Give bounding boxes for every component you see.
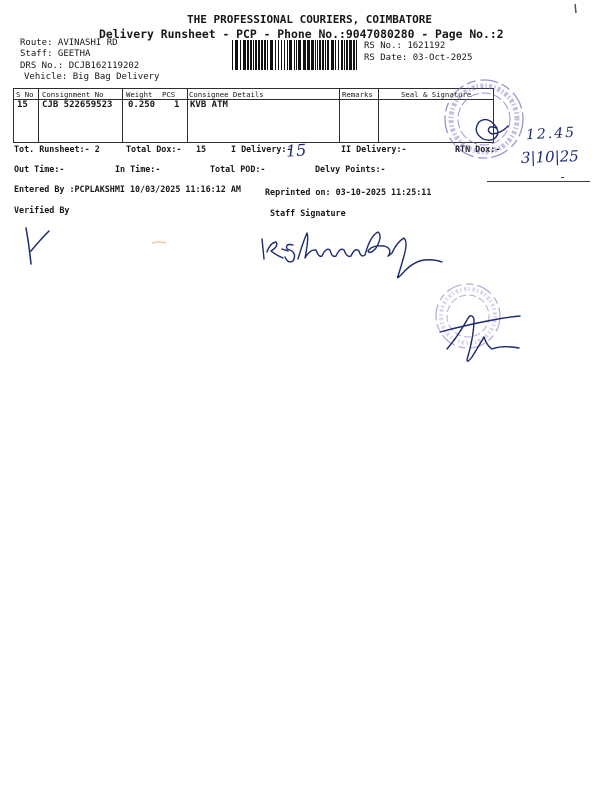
barcode-bar xyxy=(240,40,241,70)
barcode-bar xyxy=(331,40,334,70)
rs-number: RS No.: 1621192 xyxy=(364,41,446,52)
barcode-bar xyxy=(346,40,348,70)
barcode-bar xyxy=(341,40,343,70)
drs-number: DRS No.: DCJB162119202 xyxy=(20,60,140,71)
barcode-bar xyxy=(294,40,295,70)
table-header-row xyxy=(14,89,493,99)
col-header-s-no: S No xyxy=(16,89,34,99)
total-dox-label: Total Dox:- xyxy=(126,144,182,154)
barcode-bar xyxy=(303,40,306,70)
barcode-bar xyxy=(344,40,345,70)
total-runsheet-value: 2 xyxy=(94,144,100,154)
barcode-bar xyxy=(338,40,339,70)
ii-delivery-label: II Delivery:- xyxy=(341,144,407,154)
barcode-bar xyxy=(255,40,257,70)
barcode xyxy=(232,40,358,70)
barcode-bar xyxy=(235,40,238,70)
barcode-bar xyxy=(296,40,297,70)
barcode-bar xyxy=(356,40,357,70)
col-header-remarks: Remarks xyxy=(342,89,373,99)
staff: Staff: GEETHA xyxy=(20,49,91,60)
barcode-bar xyxy=(278,40,279,70)
verified-by-label: Verified By xyxy=(14,204,70,215)
staff-signature xyxy=(262,232,442,278)
barcode-bar xyxy=(311,40,314,70)
col-header-consignee: Consignee Details xyxy=(189,89,264,99)
barcode-bar xyxy=(322,40,324,70)
signature-line xyxy=(487,181,590,182)
barcode-bar xyxy=(281,40,282,70)
barcode-bar xyxy=(264,40,266,70)
cell-weight: 0.250 xyxy=(128,99,156,110)
cell-consignee: KVB ATM xyxy=(190,99,228,110)
handwritten-i-delivery: 15 xyxy=(285,140,307,161)
i-delivery-label: I Delivery:- xyxy=(231,144,292,154)
barcode-bar xyxy=(243,40,246,70)
route: Route: AVINASHI RD xyxy=(20,38,118,49)
barcode-bar xyxy=(261,40,263,70)
barcode-bar xyxy=(325,40,326,70)
barcode-bar xyxy=(298,40,301,70)
company-name: THE PROFESSIONAL COURIERS, COIMBATORE xyxy=(187,12,433,26)
col-header-pcs: PCS xyxy=(162,89,176,99)
rtn-dox-label: RTN Dox:- xyxy=(455,144,501,154)
barcode-bar xyxy=(317,40,318,70)
rs-date: RS Date: 03-Oct-2025 xyxy=(364,53,473,64)
handwritten-date: 3|10|25 xyxy=(520,146,580,167)
table-row xyxy=(14,100,493,142)
entered-by: Entered By :PCPLAKSHMI 10/03/2025 11:16:12 AM xyxy=(14,183,241,194)
cell-consignment-no: CJB 522659523 xyxy=(42,99,113,110)
barcode-bar xyxy=(270,40,273,70)
barcode-bar xyxy=(247,40,249,70)
barcode-bar xyxy=(289,40,292,70)
vehicle: Vehicle: Big Bag Delivery xyxy=(24,72,160,83)
receipt-stamp xyxy=(436,284,500,348)
receipt-stamp-inner-ring xyxy=(447,295,489,337)
col-header-consignment-no: Consignment No xyxy=(42,89,104,99)
out-time-label: Out Time:- xyxy=(14,163,65,174)
barcode-bar xyxy=(353,40,355,70)
col-header-seal-signature: Seal & Signature xyxy=(401,89,472,99)
barcode-bar xyxy=(349,40,352,70)
barcode-bar xyxy=(287,40,288,70)
cell-pcs: 1 xyxy=(174,99,180,110)
barcode-bar xyxy=(253,40,254,70)
receiver-signature xyxy=(440,316,520,362)
total-runsheet-label: Tot. Runsheet:- xyxy=(14,144,90,154)
ink-smudge xyxy=(152,242,166,243)
receipt-stamp-outer-ring xyxy=(436,284,500,348)
consignment-table xyxy=(13,88,494,143)
pen-mark xyxy=(561,177,564,178)
barcode-bar xyxy=(284,40,285,70)
handwritten-time: 12.45 xyxy=(525,124,577,144)
cell-s-no: 15 xyxy=(17,99,28,110)
in-time-label: In Time:- xyxy=(115,163,161,174)
barcode-bar xyxy=(319,40,321,70)
scan-mark xyxy=(575,4,576,13)
verified-by-signature xyxy=(26,228,49,264)
barcode-bar xyxy=(267,40,268,70)
barcode-bar xyxy=(327,40,329,70)
reprinted-on: Reprinted on: 03-10-2025 11:25:11 xyxy=(265,187,432,197)
col-header-weight: Weight xyxy=(126,89,153,99)
staff-signature-label: Staff Signature xyxy=(270,207,346,218)
barcode-bar xyxy=(315,40,316,70)
document-title: Delivery Runsheet - PCP - Phone No.:9047080280 - Page No.:2 xyxy=(99,26,504,41)
delivery-points-label: Delvy Points:- xyxy=(315,163,386,174)
barcode-bar xyxy=(275,40,276,70)
barcode-bar xyxy=(250,40,252,70)
barcode-bar xyxy=(335,40,336,70)
barcode-bar xyxy=(258,40,260,70)
barcode-bar xyxy=(307,40,310,70)
total-runsheet xyxy=(14,145,100,153)
receipt-stamp-lettering xyxy=(441,289,495,343)
total-dox-value: 15 xyxy=(196,144,207,154)
total-pod-label: Total POD:- xyxy=(210,163,266,174)
barcode-bar xyxy=(232,40,233,70)
